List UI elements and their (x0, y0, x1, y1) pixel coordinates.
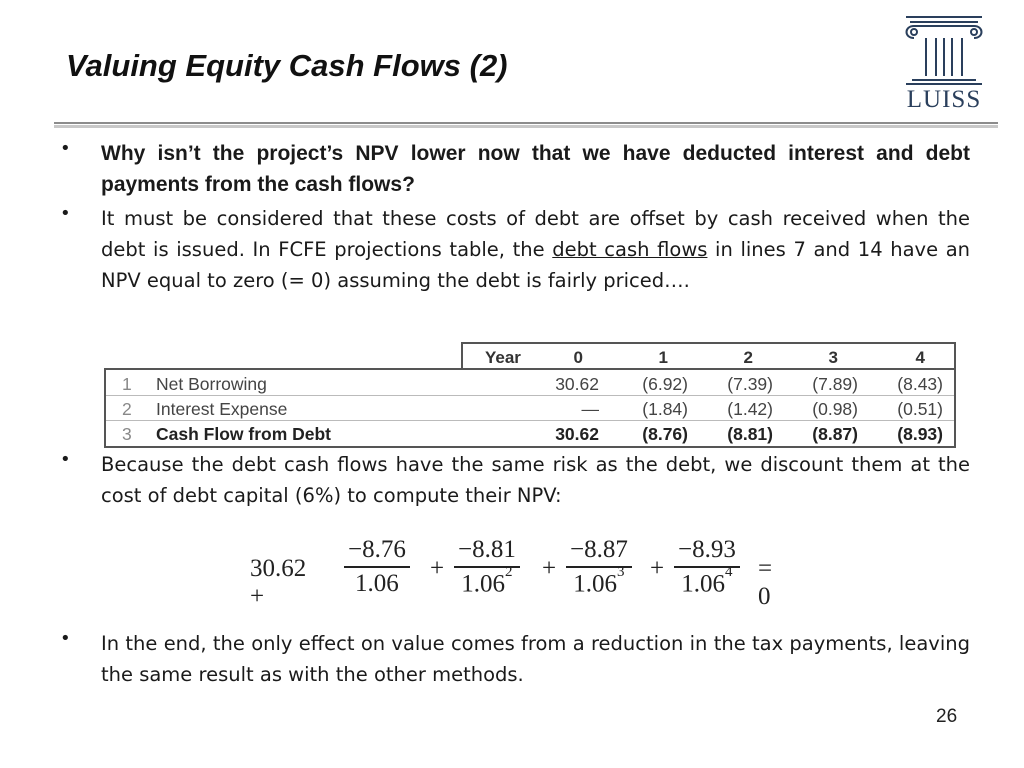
fraction-exponent: 2 (505, 563, 513, 580)
cell: (0.51) (897, 399, 943, 419)
row-label: Net Borrowing (156, 374, 267, 394)
fraction-denominator: 1.06 (681, 569, 726, 597)
cell: (1.84) (642, 399, 688, 419)
fraction-numerator: −8.76 (348, 536, 406, 563)
logo-wordmark: LUISS (906, 86, 982, 113)
fraction-denominator: 1.06 (461, 569, 506, 597)
fraction-numerator: −8.81 (458, 536, 516, 563)
table-header (461, 342, 956, 370)
row-number: 2 (122, 399, 132, 419)
header-year-3: 3 (828, 348, 838, 367)
equation-plus: + (430, 555, 445, 582)
luiss-logo (900, 14, 988, 116)
header-year-0: 0 (573, 348, 583, 367)
cell: (8.93) (897, 424, 943, 444)
cell: 30.62 (555, 374, 599, 394)
fraction-denominator: 1.06 (355, 569, 399, 597)
equation-fraction (454, 536, 520, 598)
cell: (7.39) (727, 374, 773, 394)
header-year-4: 4 (915, 348, 925, 367)
cell: — (581, 399, 599, 419)
bullet-text-post: in lines 7 and 14 have an NPV equal to zero (= 0) assuming the debt is fairly priced…. (101, 238, 970, 292)
cell: (6.92) (642, 374, 688, 394)
cell: (8.87) (812, 424, 858, 444)
equation-fraction (566, 536, 632, 598)
cell: 30.62 (555, 424, 599, 444)
header-divider (54, 122, 998, 129)
table-row (106, 395, 954, 420)
bullet-text (101, 203, 970, 296)
fraction-numerator: −8.93 (678, 536, 736, 563)
page-number: 26 (936, 706, 958, 727)
row-number: 3 (122, 424, 132, 444)
equation-plus: + (650, 555, 665, 582)
bullet-dot: • (60, 138, 71, 159)
cell: (8.81) (727, 424, 773, 444)
equation-fraction (674, 536, 740, 598)
equation-fraction (344, 536, 410, 598)
row-label: Cash Flow from Debt (156, 424, 332, 444)
row-label: Interest Expense (156, 399, 288, 419)
row-number: 1 (122, 374, 132, 394)
equation-result: = 0 (758, 555, 773, 610)
debt-cash-flow-table (104, 342, 954, 446)
slide-title: Valuing Equity Cash Flows (2) (66, 48, 508, 83)
header-year-1: 1 (658, 348, 668, 367)
equation-lead: 30.62 + (250, 555, 307, 610)
header-year: Year (485, 348, 521, 367)
bullet-dot: • (60, 449, 71, 470)
bullet-text-pre: It must be considered that these costs of debt are offset by cash received when the debt is issued. In FCFE projections table, the (101, 207, 970, 261)
cell: (0.98) (812, 399, 858, 419)
cell: (1.42) (727, 399, 773, 419)
fraction-numerator: −8.87 (570, 536, 628, 563)
debt-cash-flows-link: debt cash flows (552, 238, 708, 261)
bullet-text: Because the debt cash flows have the same risk as the debt, we discount them at the cost of debt capital (6%) to compute their NPV: (101, 453, 970, 507)
cell: (7.89) (812, 374, 858, 394)
fraction-denominator: 1.06 (573, 569, 618, 597)
bullet-dot: • (60, 203, 71, 224)
bullet-text: Why isn’t the project’s NPV lower now that we have deducted interest and debt payments from the cash flows? (101, 142, 970, 196)
cell: (8.76) (642, 424, 688, 444)
cell: (8.43) (897, 374, 943, 394)
table-row (106, 370, 954, 395)
bullet-dot: • (60, 628, 71, 649)
header-year-2: 2 (743, 348, 753, 367)
table-body (104, 368, 956, 448)
fraction-exponent: 4 (725, 563, 733, 580)
fraction-exponent: 3 (617, 563, 625, 580)
bullet-text: In the end, the only effect on value comes from a reduction in the tax payments, leaving the same result as with the other methods. (101, 632, 970, 686)
column-logo-icon (900, 14, 988, 86)
table-row (106, 420, 954, 445)
equation-plus: + (542, 555, 557, 582)
